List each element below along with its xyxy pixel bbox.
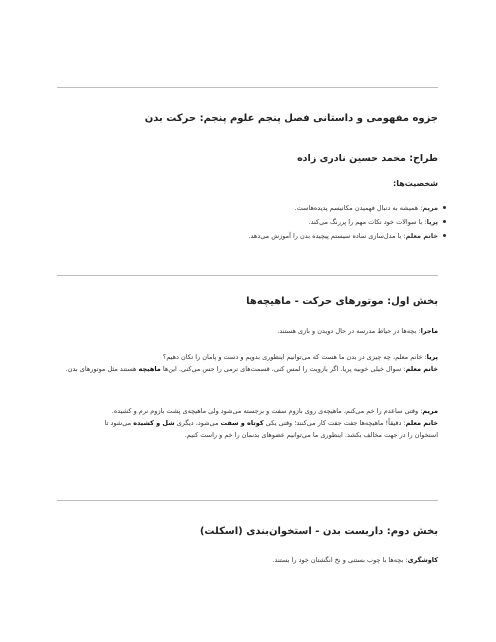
speaker-text: می‌شود تا — [104, 419, 132, 427]
list-item — [57, 229, 438, 243]
section1-heading: بخش اول: موتورهای حرکت - ماهیچه‌ها — [246, 296, 438, 307]
keyword: شل و کشیده — [133, 419, 175, 427]
speaker-text: استخوان را در جهت مخالف بکشد. اینطوری ما می‌توانیم عضوهای بدنمان را خم و راست کنیم. — [184, 431, 438, 439]
page-title: جزوه مفهومی و داستانی فصل پنجم علوم پنجم: حرکت بدن — [144, 113, 438, 124]
list-item — [57, 201, 438, 215]
character-desc: : همیشه به دنبال فهمیدن مکانیسم پدیده‌هاست. — [294, 204, 423, 212]
section1-dialogue-2 — [57, 405, 438, 441]
character-name: پریا — [426, 218, 438, 226]
speaker-text: می‌شود، دیگری — [176, 419, 219, 427]
intro-text: : بچه‌ها در حیاط مدرسه در حال دویدن و بازی هستند. — [277, 327, 421, 335]
top-divider — [57, 87, 438, 88]
speaker-name: خانم معلم — [405, 419, 438, 427]
speaker-text: : سوال خیلی خوبیه پریا. اگر بازویت را لمس کنی، قسمت‌های نرمی را حس می‌کنی. این‌ها — [162, 365, 406, 373]
speaker-text: هستند مثل موتورهای بدن. — [65, 365, 137, 373]
list-item — [57, 215, 438, 229]
section1-dialogue-1 — [57, 351, 438, 375]
speaker-text: : خانم معلم، چه چیزی در بدن ما هست که می‌توانیم اینطوری بدویم و دست و پامان را تکان دهیم؟ — [162, 353, 427, 361]
author-line: طراح: محمد حسین نادری زاده — [297, 153, 438, 164]
intro-label: ماجرا — [420, 327, 438, 335]
characters-list — [57, 201, 448, 243]
speaker-text: : وقتی ساعدم را خم می‌کنم، ماهیچه‌ی روی بازوم سفت و برجسته می‌شود ولی ماهیچه‌ی پشت بازوم نرم و کشیده. — [111, 407, 423, 415]
section-divider — [57, 275, 438, 276]
section-divider — [57, 500, 438, 501]
character-desc: : با مدل‌سازی ساده سیستم پیچیده بدن را آموزش می‌دهد. — [248, 232, 406, 240]
speaker-name: پریا — [426, 353, 438, 361]
activity-text: : بچه‌ها با چوب بستنی و نخ انگشتان خود را بستند. — [272, 556, 408, 564]
character-desc: : با سوالات خود نکات مهم را پررنگ می‌کند. — [308, 218, 427, 226]
keyword: ماهیچه — [138, 365, 161, 373]
character-name: مریم — [422, 204, 438, 212]
characters-label: شخصیت‌ها: — [393, 179, 438, 188]
section2-heading: بخش دوم: داربست بدن - استخوان‌بندی (اسکلت) — [199, 526, 438, 537]
speaker-name: مریم — [422, 407, 438, 415]
character-name: خانم معلم — [405, 232, 438, 240]
speaker-name: خانم معلم — [405, 365, 438, 373]
speaker-text: : دقیقاً! ماهیچه‌ها جفت جفت کار می‌کنند؛ وقتی یکی — [265, 419, 406, 427]
section2-activity — [57, 554, 438, 566]
activity-label: کاوشگری — [407, 556, 438, 564]
section1-intro — [57, 325, 438, 337]
keyword: کوتاه و سفت — [220, 419, 264, 427]
